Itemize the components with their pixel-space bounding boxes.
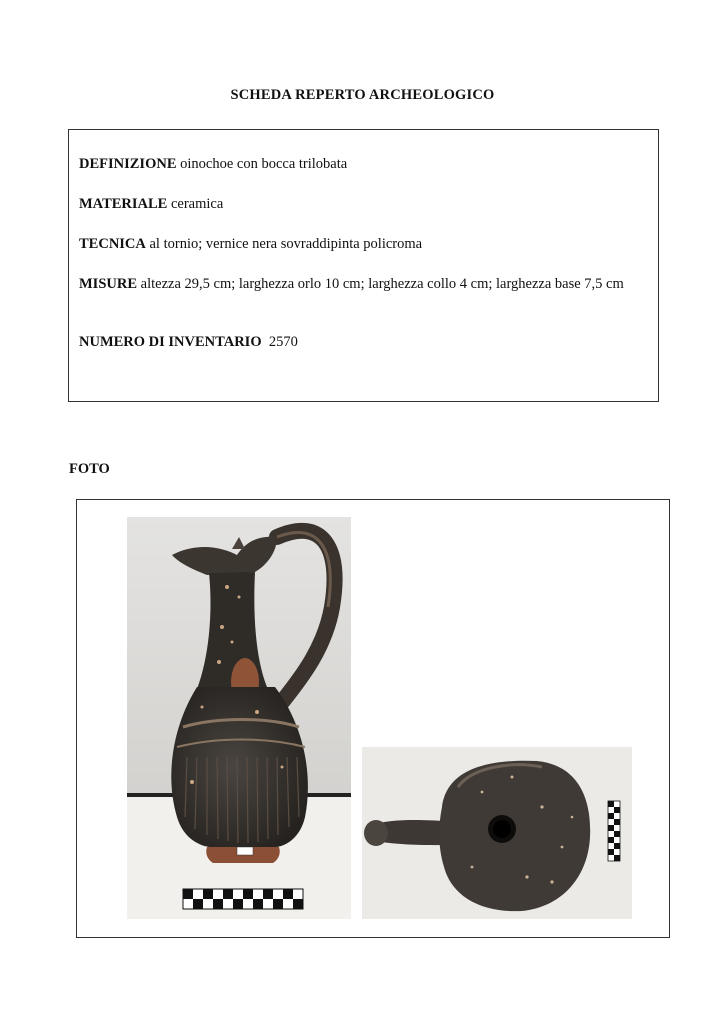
field-tecnica [79,234,651,254]
field-value: al tornio; vernice nera sovraddipinta policroma [145,236,423,252]
photo-section-label: FOTO [69,461,110,477]
page-title: SCHEDA REPERTO ARCHEOLOGICO [230,87,495,103]
field-label: NUMERO DI INVENTARIO [79,334,262,350]
field-materiale [79,194,651,214]
field-misure [79,274,651,294]
photo-top-view [362,747,632,919]
field-value: ceramica [167,196,224,212]
field-definizione [79,154,651,174]
oinochoe-side-image [127,517,351,919]
field-numero-inventario [79,332,651,352]
info-box [68,129,659,402]
field-value: altezza 29,5 cm; larghezza orlo 10 cm; larghezza collo 4 cm; larghezza base 7,5 cm [137,276,624,292]
field-label: MISURE [79,276,138,292]
field-label: MATERIALE [79,196,168,212]
field-value: oinochoe con bocca trilobata [176,156,348,172]
photo-side-view [127,517,351,919]
photo-box [76,499,670,938]
field-value: 2570 [261,334,298,350]
field-label: TECNICA [79,236,146,252]
oinochoe-top-image [362,747,632,919]
field-label: DEFINIZIONE [79,156,177,172]
